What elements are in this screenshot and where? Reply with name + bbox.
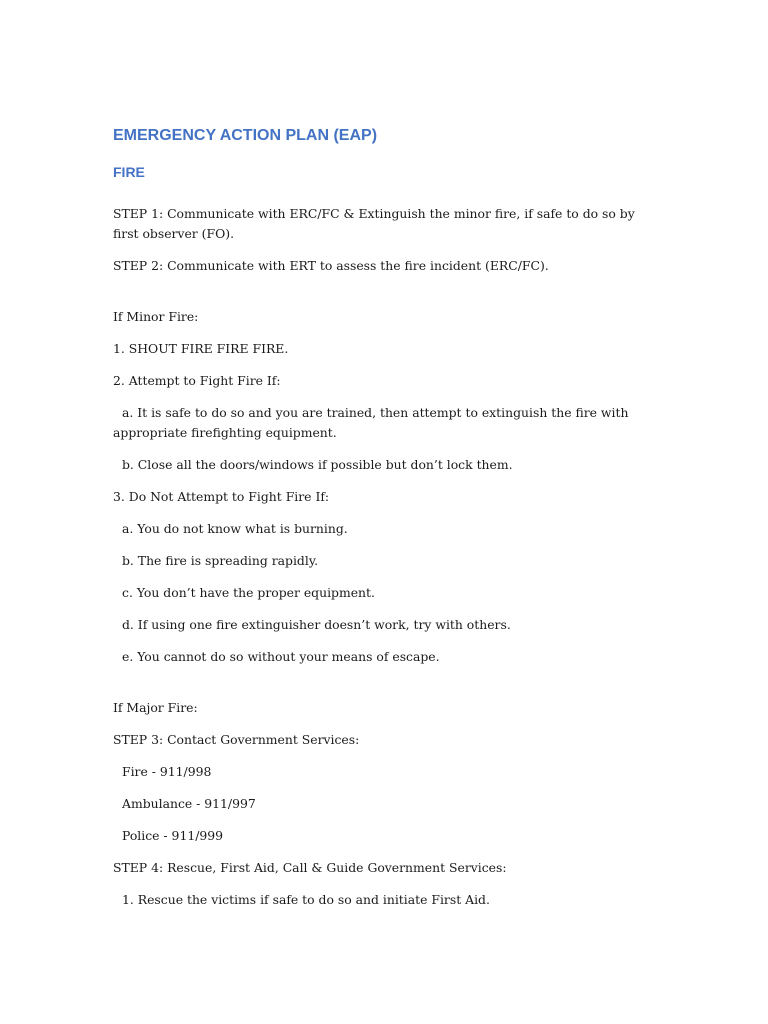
sub-list-item: a. It is safe to do so and you are trained, then attempt to extinguish the fire with appropriate firefighting equipment. <box>113 405 629 440</box>
sub-list-item: c. You don’t have the proper equipment. <box>122 585 375 600</box>
section-heading-fire: FIRE <box>113 164 145 180</box>
contact-ambulance-number: Ambulance - 911/997 <box>122 796 256 811</box>
sub-list-item: e. You cannot do so without your means of escape. <box>122 649 440 664</box>
step-3-paragraph: STEP 3: Contact Government Services: <box>113 732 360 747</box>
sub-list-item: b. Close all the doors/windows if possible but don’t lock them. <box>122 457 513 472</box>
step-1-paragraph: STEP 1: Communicate with ERC/FC & Extinguish the minor fire, if safe to do so by first observer (FO). <box>113 206 635 241</box>
list-item: 1. Rescue the victims if safe to do so and initiate First Aid. <box>122 892 490 907</box>
step-4-paragraph: STEP 4: Rescue, First Aid, Call & Guide Government Services: <box>113 860 507 875</box>
list-item: 1. SHOUT FIRE FIRE FIRE. <box>113 341 289 356</box>
document-title: EMERGENCY ACTION PLAN (EAP) <box>113 127 378 144</box>
sub-list-item: d. If using one fire extinguisher doesn’t work, try with others. <box>122 617 511 632</box>
list-item: 2. Attempt to Fight Fire If: <box>113 373 281 388</box>
contact-police-number: Police - 911/999 <box>122 828 224 843</box>
sub-list-item: a. You do not know what is burning. <box>122 521 348 536</box>
step-2-paragraph: STEP 2: Communicate with ERT to assess the fire incident (ERC/FC). <box>113 258 549 273</box>
minor-fire-heading: If Minor Fire: <box>113 309 199 324</box>
document-body <box>113 124 653 910</box>
sub-list-item: b. The fire is spreading rapidly. <box>122 553 319 568</box>
list-item: 3. Do Not Attempt to Fight Fire If: <box>113 489 330 504</box>
contact-fire-number: Fire - 911/998 <box>122 764 212 779</box>
major-fire-heading: If Major Fire: <box>113 700 198 715</box>
